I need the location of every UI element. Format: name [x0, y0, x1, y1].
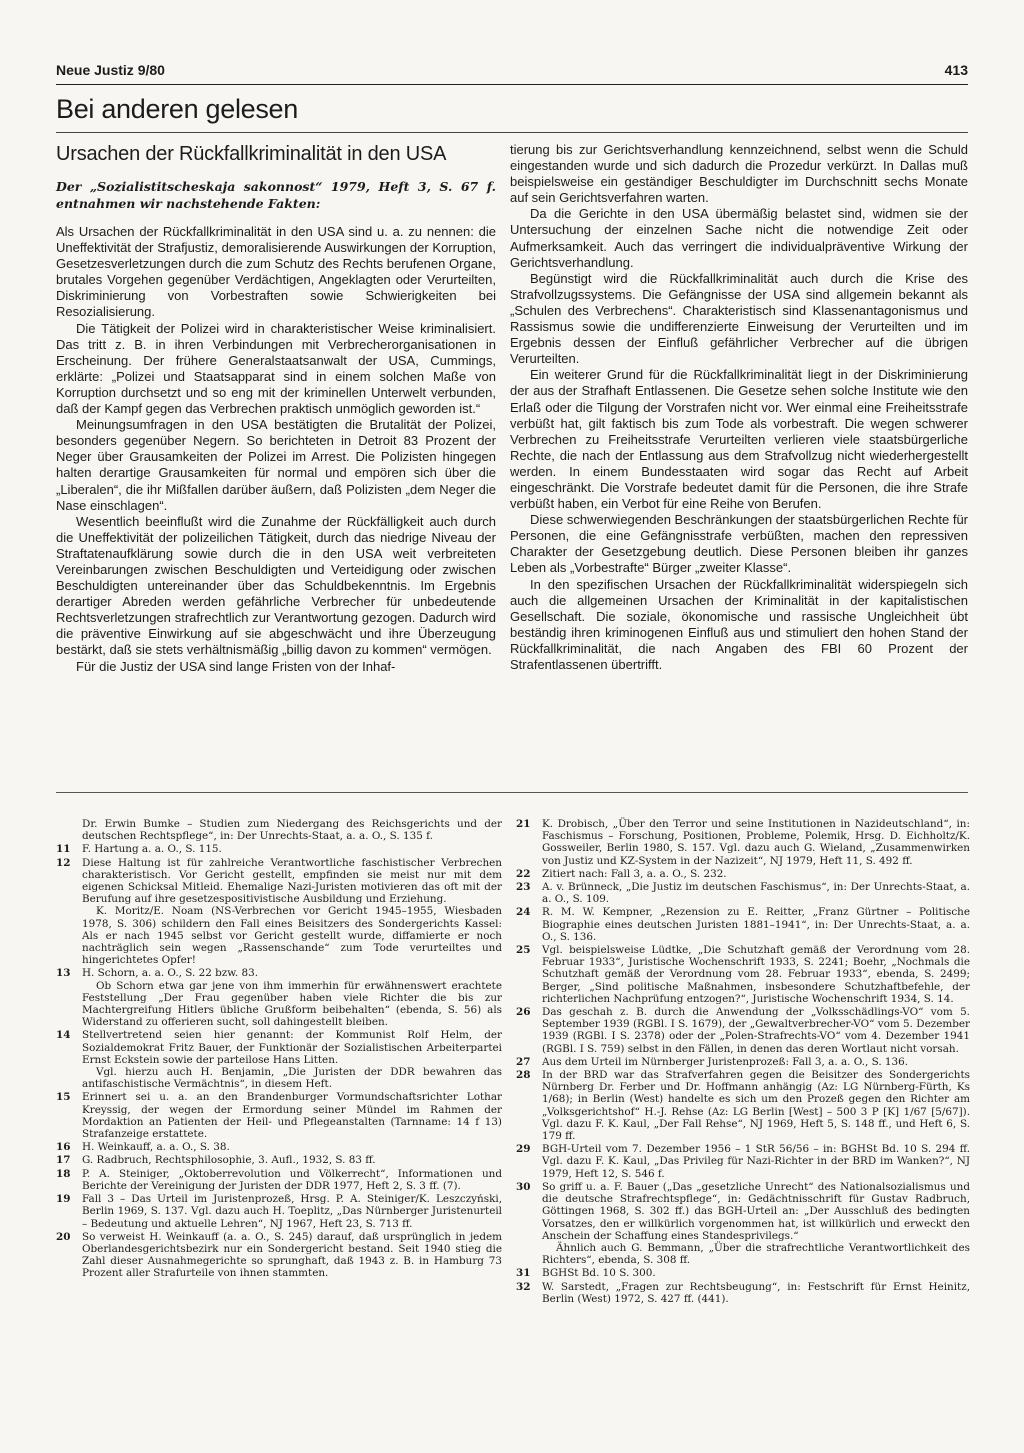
article-column-right [510, 142, 968, 673]
footnote [516, 1181, 970, 1266]
section-rule [56, 132, 968, 133]
footnote [516, 1069, 970, 1142]
page-number: 413 [944, 62, 968, 78]
footnote-number: 18 [56, 1167, 71, 1180]
footnote-number: 31 [516, 1267, 531, 1280]
paragraph: Da die Gerichte in den USA übermäßig belastet sind, widmen sie der Untersuchung der einzelnen Sache nicht die notwendige Zeit oder Aufmerksamkeit. Auch das verringert die individualpräventive Wirkung der Gerichtsverhandlung. [510, 206, 968, 270]
footnote-number: 27 [516, 1055, 531, 1068]
section-title: Bei anderen gelesen [56, 94, 298, 124]
footnote [516, 881, 970, 905]
footnotes-left [56, 818, 502, 1281]
paragraph: Die Tätigkeit der Polizei wird in charakteristischer Weise kriminalisiert. Das tritt z. B. in ihren Verbindungen mit Verbrecherorganisationen in Erscheinung. Der frühere Generalstaatsanwalt der USA, Cummings, erklärte: „Polizei und Staatsapparat sind in einem solchen Maße von Korruption durchsetzt und so eng mit der kriminellen Unterwelt verbunden, daß der Kampf gegen das Verbrechen praktisch unmöglich geworden ist.“ [56, 320, 496, 417]
footnote [56, 857, 502, 967]
footnote-rule [56, 792, 968, 793]
footnote-text: G. Radbruch, Rechtsphilosophie, 3. Aufl., 1932, S. 83 ff. [82, 1154, 376, 1167]
footnote-text: BGH-Urteil vom 7. Dezember 1956 – 1 StR 56/56 – in: BGHSt Bd. 10 S. 294 ff. Vgl. dazu F. K. Kaul, „Das Privileg für Nazi-Richter in der BRD im Wanken?“, NJ 1979, Heft 12, S. 546 f. [542, 1143, 970, 1180]
footnote-text: Aus dem Urteil im Nürnberger Juristenprozeß: Fall 3, a. a. O., S. 136. [542, 1055, 909, 1068]
footnote [56, 1168, 502, 1192]
footnote-number: 13 [56, 967, 71, 980]
paragraph: Wesentlich beeinflußt wird die Zunahme der Rückfälligkeit auch durch die Uneffektivität der polizeilichen Tätigkeit, durch das niedrige Niveau der Straftatenaufklärung sowie durch die in den USA weit verbreiteten Vereinbarungen zwischen Beschuldigten und Verteidigung oder zwischen Beschuldigten untereinander über das Schuldbekenntnis. Im Ergebnis derartiger Abreden werden gefährliche Verbrecher für unbedeutende Rechtsverletzungen strafrechtlich zur Verantwortung gezogen. Dadurch wird die präventive Einwirkung auf sie abgeschwächt und ihre Überzeugung bestärkt, daß sie stets verhältnismäßig „billig davon zu kommen“ vermögen. [56, 513, 496, 658]
footnote-text: Dr. Erwin Bumke – Studien zum Niedergang des Reichsgerichts und der deutschen Rechtspflege“, in: Der Unrechts-Staat, a. a. O., S. 135 f. [82, 818, 502, 843]
footnote-number: 21 [516, 818, 531, 830]
footnote-text: H. Schorn, a. a. O., S. 22 bzw. 83. [82, 967, 259, 980]
paragraph: Diese schwerwiegenden Beschränkungen der staatsbürgerlichen Rechte für Personen, die eine Gefängnisstrafe verbüßten, machen den repressiven Charakter der Gesetzgebung deutlich. Diese Personen bleiben ihr ganzes Leben als „Vorbestrafte“ Bürger „zweiter Klasse“. [510, 512, 968, 576]
header-rule [56, 84, 968, 85]
footnote-number: 28 [516, 1069, 531, 1082]
footnote [516, 868, 970, 880]
footnote [56, 818, 502, 842]
footnote-continuation: Vgl. hierzu auch H. Benjamin, „Die Juristen der DDR bewahren das antifaschistische Vermächtnis“, in diesem Heft. [82, 1066, 502, 1091]
paragraph: Als Ursachen der Rückfallkriminalität in den USA sind u. a. zu nennen: die Uneffektivität der Strafjustiz, demoralisierende Auswirkungen der Korruption, Gesetzesverletzungen durch die zum Schutz des Rechts berufenen Organe, brutales Vorgehen gegenüber Verdächtigen, Angeklagten oder Verurteilten, Diskriminierung von Vorbestraften sowie Schwierigkeiten bei Resozialisierung. [56, 224, 496, 320]
footnote-number: 16 [56, 1141, 71, 1154]
running-header [56, 62, 968, 84]
paragraph: Für die Justiz der USA sind lange Fristen von der Inhaf- [76, 658, 396, 674]
footnote [56, 1029, 502, 1090]
article-title: Ursachen der Rückfallkriminalität in den USA [56, 143, 447, 165]
footnote [516, 906, 970, 943]
footnote-text: Fall 3 – Das Urteil im Juristenprozeß, Hrsg. P. A. Steiniger/K. Leszczyński, Berlin 1969, S. 137. Vgl. dazu auch H. Toeplitz, „Das Nürnberger Juristenurteil – Bedeutung und aktuelle Lehren“, NJ 1967, Heft 23, S. 713 ff. [82, 1193, 502, 1230]
article-intro: Der „Sozialistitscheskaja sakonnost“ 1979, Heft 3, S. 67 f. entnahmen wir nachstehende Fakten: [56, 179, 496, 211]
footnote-text: W. Sarstedt, „Fragen zur Rechtsbeugung“, in: Festschrift für Ernst Heinitz, Berlin (West) 1972, S. 427 ff. (441). [542, 1280, 970, 1305]
footnote [516, 1006, 970, 1055]
footnote [56, 1231, 502, 1280]
footnote [516, 1267, 970, 1279]
footnote-number: 15 [56, 1091, 71, 1104]
footnote-number: 20 [56, 1230, 71, 1243]
footnote [56, 967, 502, 1028]
footnote-text: Diese Haltung ist für zahlreiche Verantwortliche faschistischer Verbrechen charakteristisch. Vor Gericht gestellt, empfinden sie meist nur mit dem eigenen Schicksal Mitleid. Ehemalige Nazi-Juristen motivieren das oft mit der Berufung auf ihre gesetzespositivistische Ausbildung und Erziehung. [82, 856, 502, 906]
footnote [56, 843, 502, 855]
footnote-number: 22 [516, 867, 531, 880]
journal-issue: Neue Justiz 9/80 [56, 62, 165, 78]
footnote-text: K. Drobisch, „Über den Terror und seine Institutionen in Nazideutschland“, in: Faschismus – Forschung, Positionen, Probleme, Polemik, Hrsg. D. Eichholtz/K. Gossweiler, Berlin 1980, S. 157. Vgl. dazu auch G. Wieland, „Zusammenwirken von Justiz und KZ-System in der Nazizeit“, NJ 1979, Heft 11, S. 492 ff. [542, 818, 970, 867]
footnote [516, 944, 970, 1005]
footnote-text: A. v. Brünneck, „Die Justiz im deutschen Faschismus“, in: Der Unrechts-Staat, a. a. O., S. 109. [542, 881, 970, 906]
footnote-text: So verweist H. Weinkauff (a. a. O., S. 245) darauf, daß ursprünglich in jedem Oberlandesgerichtsbezirk nur ein Sondergericht bestand. Seit 1940 stieg die Zahl dieser Ausnahmegerichte so sprunghaft, daß 1943 z. B. in Hamburg 73 Prozent aller Strafurteile von ihnen stammten. [82, 1230, 502, 1280]
paragraph: Meinungsumfragen in den USA bestätigten die Brutalität der Polizei, besonders gegenüber Negern. So berichteten in Detroit 83 Prozent der Neger über Grausamkeiten der Polizei im Arrest. Die Polizisten hingegen halten derartige Grausamkeiten für normal und empören sich über die „Liberalen“, die ihr Mißfallen darüber äußern, daß Polizisten „dem Neger die Nase einschlagen“. [56, 417, 496, 513]
footnote-number: 23 [516, 881, 531, 894]
footnote [56, 1154, 502, 1166]
footnote-text: So griff u. a. F. Bauer („Das „gesetzliche Unrecht“ des Nationalsozialismus und die deutsche Strafrechtspflege“, in: Gedächtnisschrift für Gustav Radbruch, Göttingen 1968, S. 302 ff.) das BGH-Urteil an: „Der Ausschluß des bedingten Vorsatzes, den er willkürlich vorgenommen hat, ist willkürlich und erweckt den Anschein der Schaffung eines Standesprivilegs.“ [542, 1180, 970, 1242]
footnote-number: 25 [516, 944, 531, 957]
footnote [516, 1056, 970, 1068]
footnote-continuation: Ähnlich auch G. Bemmann, „Über die strafrechtliche Verantwortlichkeit des Richters“, ebenda, S. 308 ff. [542, 1241, 970, 1267]
footnote-text: Vgl. beispielsweise Lüdtke, „Die Schutzhaft gemäß der Verordnung vom 28. Februar 1933“, Juristische Wochenschrift 1933, S. 2241; Boehr, „Nochmals die Schutzhaft gemäß der Verordnung vom 28. Februar 1933“, ebenda, S. 2499; Berger, „Sind politische Maßnahmen, insbesondere Schutzhaftbefehle, der richterlichen Nachprüfung entzogen?“, Juristische Wochenschrift 1934, S. 14. [542, 944, 970, 1005]
paragraph: Begünstigt wird die Rückfallkriminalität auch durch die Krise des Strafvollzugssystems. Die Gefängnisse der USA sind allgemein bekannt als „Schulen des Verbrechens“. Charakteristisch sind Klassenantagonismus und Rassismus sowie die undifferenzierte Einweisung der Verurteilten und im Ergebnis dessen der Einfluß gefährlicher Verbrecher auf die übrigen Verurteilten. [510, 270, 968, 367]
footnote-number: 17 [56, 1154, 71, 1167]
footnote-number: 12 [56, 856, 71, 869]
footnote-text: F. Hartung a. a. O., S. 115. [82, 843, 222, 856]
footnotes-right [516, 818, 970, 1306]
footnote [516, 1281, 970, 1305]
footnote-number: 26 [516, 1006, 531, 1019]
footnote-number: 19 [56, 1193, 71, 1206]
footnote [516, 1143, 970, 1180]
footnote-text: H. Weinkauff, a. a. O., S. 38. [82, 1141, 230, 1154]
footnote-number: 29 [516, 1143, 531, 1156]
footnote-number: 14 [56, 1029, 71, 1042]
footnote-number: 30 [516, 1180, 531, 1193]
paragraph: tierung bis zur Gerichtsverhandlung kennzeichnend, selbst wenn die Schuld eingestanden wurde und sich dadurch die Prozedur verkürzt. In Dallas muß beispielsweise ein geständiger Beschuldigter im Durchschnitt sechs Monate auf sein Gerichtsverfahren warten. [510, 142, 968, 206]
footnote [56, 1141, 502, 1153]
article-column-left [56, 178, 496, 675]
footnote-text: Stellvertretend seien hier genannt: der Kommunist Rolf Helm, der Sozialdemokrat Fritz Bauer, der Funktionär der Sozialistischen Arbeiterpartei Ernst Eckstein sowie der parteilose Hans Litten. [82, 1029, 502, 1066]
footnote-number: 32 [516, 1280, 531, 1293]
footnote-text: BGHSt Bd. 10 S. 300. [542, 1267, 656, 1280]
footnote [516, 818, 970, 867]
footnote-text: Erinnert sei u. a. an den Brandenburger Vormundschaftsrichter Lothar Kreyssig, der wegen der Ermordung seiner Mündel im Rahmen der Mordaktion an Patienten der Heil- und Pflegeanstalten (Tarnname: 14 f 13) Strafanzeige erstattete. [82, 1091, 502, 1141]
footnote [56, 1091, 502, 1140]
footnote-continuation: K. Moritz/E. Noam (NS-Verbrechen vor Gericht 1945–1955, Wiesbaden 1978, S. 306) schildern den Fall eines Beisitzers des Sondergerichts Kassel: Als er nach 1945 selbst vor Gericht gestellt wurde, diffamierte er noch nachträglich sein wegen „Rassenschande“ zum Tode verurteiltes und hingerichtetes Opfer! [82, 905, 502, 967]
footnote-number: 24 [516, 906, 531, 919]
footnote-text: R. M. W. Kempner, „Rezension zu E. Reitter, „Franz Gürtner – Politische Biographie eines deutschen Juristen 1881–1941“, in: Der Unrechts-Staat, a. a. O., S. 136. [542, 906, 970, 943]
footnote-text: P. A. Steiniger, „Oktoberrevolution und Völkerrecht“, Informationen und Berichte der Vereinigung der Juristen der DDR 1977, Heft 2, S. 3 ff. (7). [82, 1167, 502, 1192]
paragraph: In den spezifischen Ursachen der Rückfallkriminalität widerspiegeln sich auch die allgemeinen Ursachen der Kriminalität in der kapitalistischen Gesellschaft. Die soziale, ökonomische und rassische Ungleichheit übt beständig ihren kriminogenen Einfluß aus und stimuliert den hohen Stand der Rückfallkriminalität, die nach Angaben des FBI 60 Prozent der Strafentlassenen übertrifft. [510, 576, 968, 672]
paragraph: Ein weiterer Grund für die Rückfallkriminalität liegt in der Diskriminierung der aus der Strafhaft Entlassenen. Die Gesetze sehen solche Institute wie den Erlaß oder die Tilgung der Vorstrafen nicht vor. Wer einmal eine Freiheitsstrafe verbüßt hat, gilt faktisch bis zum Tode als vorbestraft. Die wegen schwerer Verbrechen zu Freiheitsstrafe Verurteilten verlieren viele staatsbürgerliche Rechte, die nach der Entlassung aus dem Strafvollzug nicht wiederhergestellt werden. In einem Bundesstaaten wird sogar das Recht auf Arbeit eingeschränkt. Die Vorstrafe bedeutet damit für die Personen, die ihre Strafe verbüßt haben, ein Verbot für eine Reihe von Berufen. [510, 367, 968, 512]
footnote-number: 11 [56, 843, 71, 856]
footnote-text: In der BRD war das Strafverfahren gegen die Beisitzer des Sondergerichts Nürnberg Dr. Ferber und Dr. Hoffmann anhängig (Az: LG Nürnberg-Fürth, Ks 1/68); in Berlin (West) handelte es sich um den Prozeß gegen den Richter am „Volksgerichtshof“ H.-J. Rehse (Az: LG Berlin [West] – 500 3 P [K] 1/67 [5/67]). Vgl. dazu F. K. Kaul, „Der Fall Rehse“, NJ 1969, Heft 5, S. 148 ff., und Heft 6, S. 179 ff. [542, 1069, 970, 1143]
footnote [56, 1193, 502, 1230]
footnote-text: Das geschah z. B. durch die Anwendung der „Volksschädlings-VO“ vom 5. September 1939 (RGBl. I S. 1679), der „Gewaltverbrecher-VO“ vom 5. Dezember 1939 (RGBl. I S. 2378) oder der „Polen-Strafrechts-VO“ vom 4. Dezember 1941 (RGBl. I S. 759) selbst in den Fällen, in denen das deren Wortlaut nicht vorsah. [542, 1006, 970, 1055]
footnote-text: Zitiert nach: Fall 3, a. a. O., S. 232. [542, 867, 727, 880]
footnote-continuation: Ob Schorn etwa gar jene von ihm immerhin für erwähnenswert erachtete Feststellung „Der Frau gegenüber haben viele Richter die bis zur Machtergreifung Hitlers übliche Grußform beibehalten“ (ebenda, S. 56) als Widerstand zu offerieren sucht, soll dahingestellt bleiben. [82, 979, 502, 1029]
